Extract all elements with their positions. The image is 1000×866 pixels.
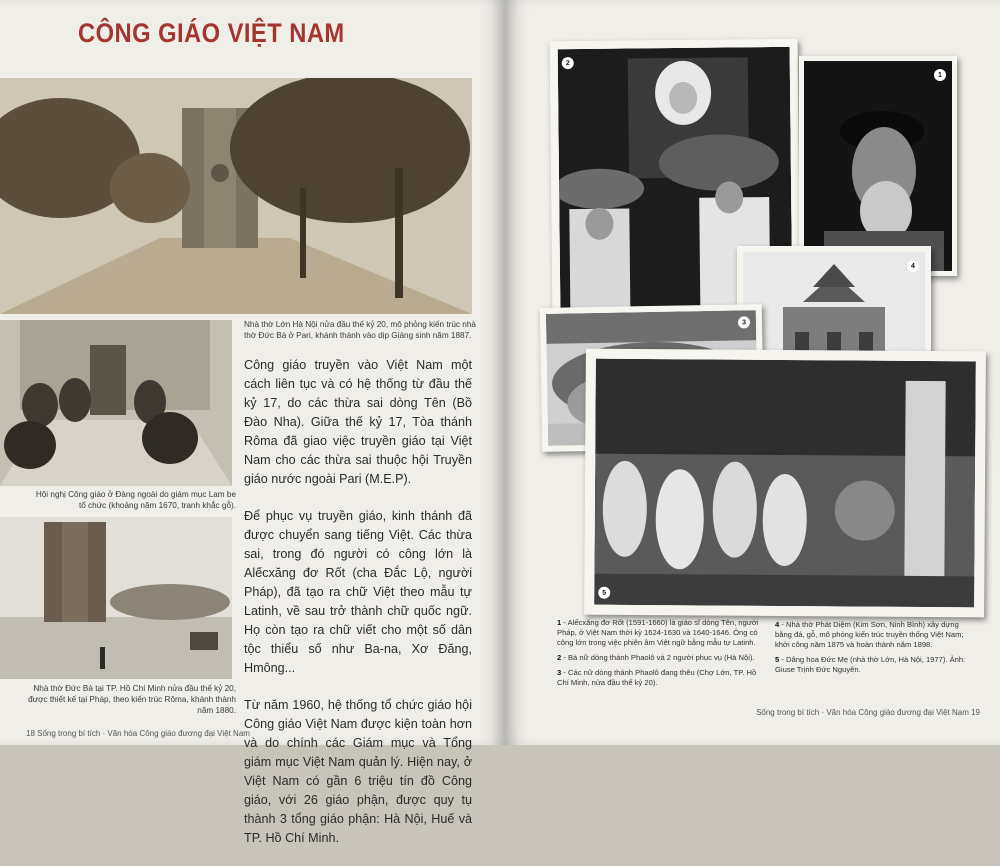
- left-page: [0, 0, 505, 845]
- photo-1-portrait: [799, 56, 957, 276]
- body-text: [244, 356, 472, 866]
- paragraph: Từ năm 1960, hệ thống tổ chức giáo hội Công giáo Việt Nam được kiện toàn hơn và do chính các Giám mục và Tổng giám mục Việt Nam quản lý. Hiện nay, ở Việt Nam có gần 6 triệu tín đồ Công giáo, với 26 giáo phận, được quy tụ thành 3 tổng giáo phận: Hà Nội, Huế và TP. Hồ Chí Minh.: [244, 698, 472, 845]
- photo-saigon-cathedral: [0, 517, 232, 679]
- cathedral-street-illustration: [0, 78, 472, 314]
- page-footer-right: Sống trong bí tích · Văn hóa Công giáo đương đại Việt Nam 19: [756, 708, 980, 717]
- caption-item-3: 3 - Các nữ dòng thánh Phaolô đang thêu (Chợ Lớn, TP. Hồ Chí Minh, nửa đầu thế kỷ 20).: [557, 668, 757, 687]
- photo-5-offering-flowers: [584, 349, 986, 618]
- badge-3: 3: [738, 316, 750, 328]
- right-page: [505, 0, 1000, 745]
- caption-item-5: 5 - Dâng hoa Đức Mẹ (nhà thờ Lớn, Hà Nội, 1977). Ảnh: Giuse Trịnh Đức Nguyên.: [775, 655, 966, 674]
- paragraph: Công giáo truyền vào Việt Nam một cách liên tục và có hệ thống từ đầu thế kỷ 17, do các thừa sai dòng Tên (Bồ Đào Nha). Giữa thế kỷ 17, Tòa thánh Rôma đã giao việc truyền giáo tại Việt Nam cho các thừa sai thuộc hội Truyền giáo nước ngoài Pari (M.E.P).: [244, 358, 472, 486]
- badge-5: 5: [598, 587, 610, 599]
- paragraph: Để phục vụ truyền giáo, kinh thánh đã được chuyển sang tiếng Việt. Các thừa sai, trong đó người có công lớn là Alếcxăng đơ Rốt (cha Đắc Lộ, người Pháp), đã tạo ra chữ Việt theo mẫu tự Latinh, về sau trở thành chữ quốc ngữ. Họ còn tạo ra chữ viết cho một số dân tộc thiểu số như Ba-na, Xơ Đăng, Hmông...: [244, 509, 472, 675]
- page-footer-left: 18 Sống trong bí tích · Văn hóa Công giáo đương đại Việt Nam: [26, 729, 250, 738]
- captions-col2: [775, 620, 975, 675]
- badge-4: 4: [907, 260, 919, 272]
- caption-item-1: 1 - Alếcxăng đơ Rốt (1591-1660) là giáo sĩ dòng Tên, người Pháp, ở Việt Nam thời kỳ 1624-1630 và 1640-1646. Ông có công lớn trong việc phiên âm Việt ngữ bằng mẫu tự Latinh.: [557, 618, 759, 647]
- caption-item-2: 2 - Bà nữ dòng thánh Phaolô và 2 người phục vụ (Hà Nội).: [557, 653, 755, 662]
- page-title: CÔNG GIÁO VIỆT NAM: [78, 18, 345, 48]
- captions-col1: [557, 618, 769, 688]
- photo-woodcut-conference: [0, 320, 232, 486]
- portrait-illustration: [804, 61, 952, 271]
- photo-hanoi-cathedral: [0, 78, 472, 314]
- caption-saigon-cathedral: Nhà thờ Đức Bà tại TP. Hồ Chí Minh nửa đầu thế kỷ 20, được thiết kế tại Pháp, theo kiến trúc Rôma, khánh thành năm 1880.: [28, 684, 236, 715]
- offering-flowers-illustration: [594, 359, 976, 608]
- saigon-cathedral-illustration: [0, 517, 232, 679]
- caption-woodcut: Hội nghị Công giáo ở Đàng ngoài do giám mục Lam be tổ chức (khoảng năm 1670, tranh khắc gỗ).: [35, 490, 236, 510]
- badge-1: 1: [934, 69, 946, 81]
- caption-item-4: 4 - Nhà thờ Phát Diệm (Kim Sơn, Ninh Bình) xây dựng bằng đá, gỗ, mô phỏng kiến trúc truyền thống Việt Nam; khởi công năm 1875 và hoàn thành năm 1898.: [775, 620, 964, 649]
- woodcut-illustration: [0, 320, 232, 486]
- badge-2: 2: [562, 57, 574, 69]
- caption-hanoi-cathedral: Nhà thờ Lớn Hà Nội nửa đầu thế kỷ 20, mô phỏng kiến trúc nhà thờ Đức Bà ở Pari, khánh thành vào dịp Giáng sinh năm 1887.: [244, 320, 476, 340]
